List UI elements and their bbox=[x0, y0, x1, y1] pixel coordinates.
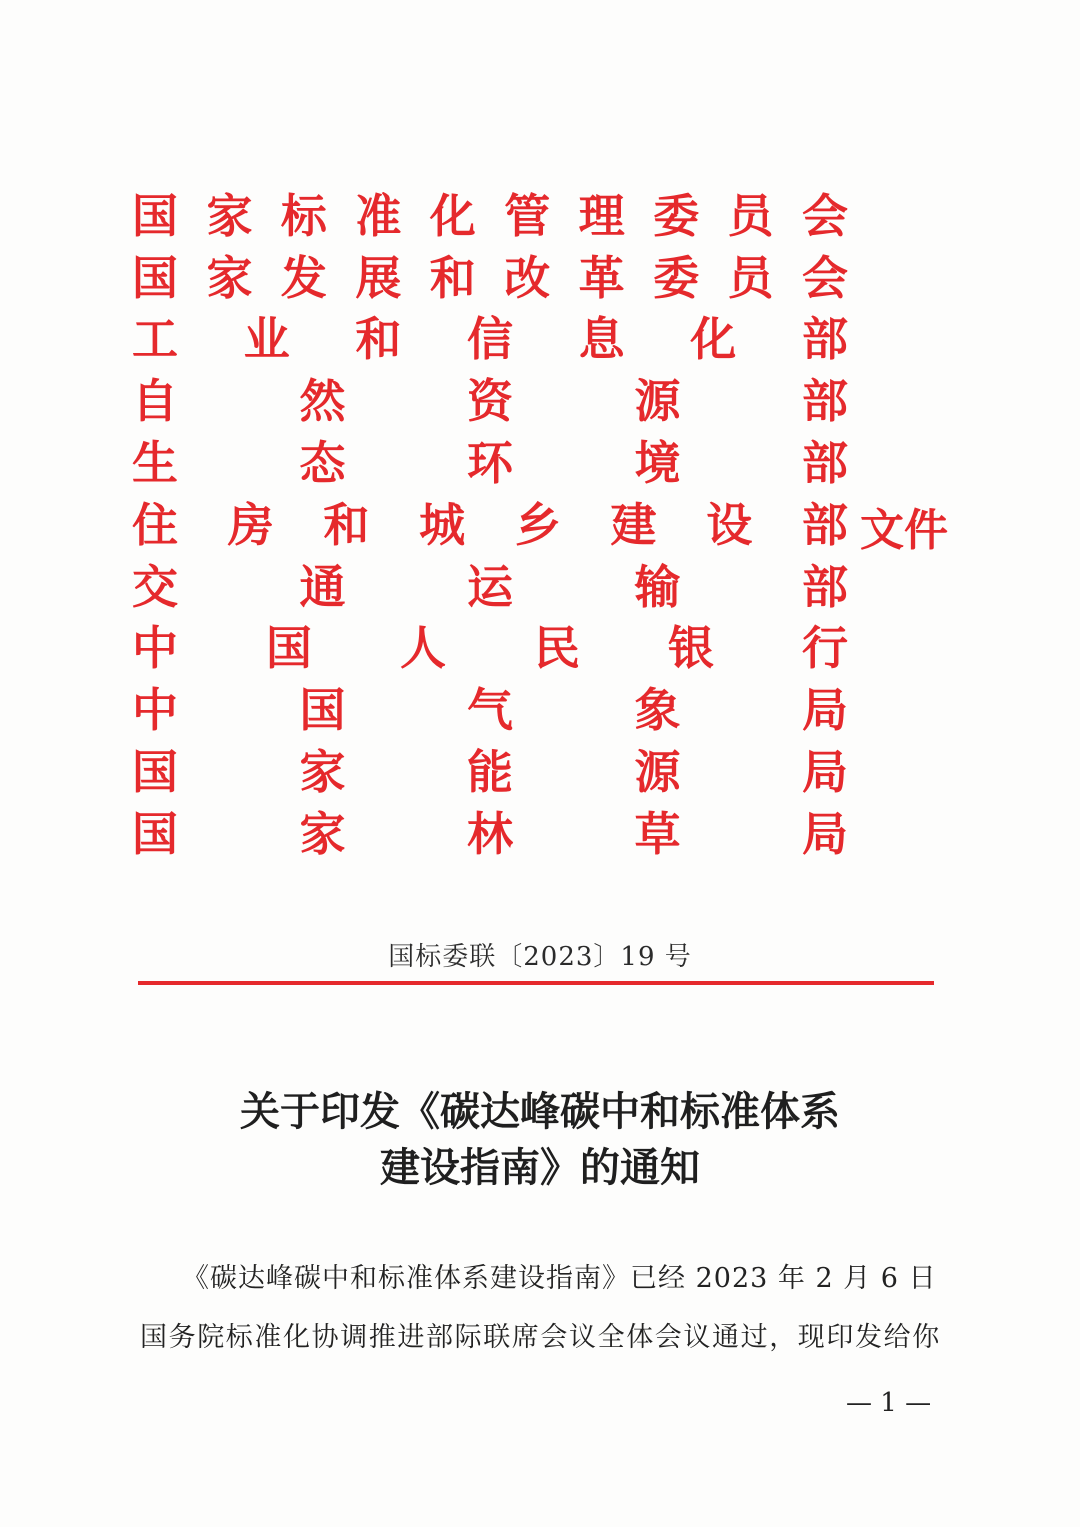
agency-name-char: 家 bbox=[299, 745, 346, 800]
agency-name-char: 理 bbox=[578, 188, 625, 243]
agency-name-char: 国 bbox=[299, 683, 346, 738]
agency-name-char: 会 bbox=[801, 188, 848, 243]
agency-name-char: 环 bbox=[467, 436, 513, 491]
agency-name-char: 国 bbox=[266, 621, 312, 676]
agency-name-char: 民 bbox=[534, 621, 580, 676]
agency-name-row bbox=[130, 370, 850, 432]
agency-name-row bbox=[130, 247, 850, 309]
agency-name-char: 和 bbox=[323, 497, 370, 552]
agency-name-char: 标 bbox=[280, 188, 327, 243]
agency-name-char: 国 bbox=[132, 745, 178, 800]
document-suffix: 文件 bbox=[860, 505, 948, 556]
agency-name-char: 人 bbox=[400, 621, 446, 676]
agency-name-char: 设 bbox=[706, 497, 753, 552]
agency-name-row bbox=[130, 679, 850, 741]
agency-name-row bbox=[130, 309, 850, 371]
agency-name-char: 建 bbox=[610, 497, 657, 552]
agency-name-char: 通 bbox=[299, 559, 346, 614]
agency-name-char: 会 bbox=[801, 250, 848, 305]
agency-name-char: 行 bbox=[802, 621, 848, 676]
document-number: 国标委联〔2023〕19 号 bbox=[388, 942, 692, 972]
agency-name-char: 委 bbox=[653, 250, 700, 305]
agency-name-char: 准 bbox=[355, 188, 402, 243]
agency-name-char: 草 bbox=[634, 806, 681, 861]
agency-name-char: 工 bbox=[132, 312, 178, 367]
agency-name-char: 和 bbox=[355, 312, 402, 367]
agency-name-char: 局 bbox=[802, 806, 848, 861]
agency-name-char: 林 bbox=[467, 806, 513, 861]
agency-name-row bbox=[130, 185, 850, 247]
agency-name-char: 态 bbox=[299, 436, 346, 491]
agency-name-char: 业 bbox=[243, 312, 290, 367]
agency-name-char: 管 bbox=[504, 188, 551, 243]
page-number: — 1 — bbox=[846, 1388, 932, 1418]
agency-name-char: 住 bbox=[132, 497, 178, 552]
agency-name-char: 信 bbox=[466, 312, 513, 367]
agency-name-char: 象 bbox=[634, 683, 681, 738]
body-text-line-1: 《碳达峰碳中和标准体系建设指南》已经 2023 年 2 月 6 日 bbox=[182, 1263, 937, 1294]
agency-name-char: 国 bbox=[132, 806, 178, 861]
agency-name-char: 中 bbox=[132, 621, 178, 676]
agency-name-char: 家 bbox=[206, 250, 253, 305]
agency-name-char: 部 bbox=[801, 497, 848, 552]
agency-name-char: 乡 bbox=[514, 497, 561, 552]
agency-name-char: 部 bbox=[802, 559, 848, 614]
agency-name-char: 自 bbox=[132, 374, 178, 429]
agency-name-char: 生 bbox=[132, 436, 178, 491]
notice-title-line-2: 建设指南》的通知 bbox=[380, 1144, 700, 1191]
agency-name-row bbox=[130, 803, 850, 865]
agency-name-char: 能 bbox=[467, 745, 513, 800]
agency-name-char: 资 bbox=[467, 374, 513, 429]
agency-name-char: 交 bbox=[132, 559, 178, 614]
agency-name-char: 国 bbox=[132, 188, 178, 243]
body-text-line-2: 国务院标准化协调推进部际联席会议全体会议通过，现印发给你 bbox=[140, 1322, 941, 1353]
agency-name-char: 运 bbox=[467, 559, 513, 614]
agency-name-char: 部 bbox=[802, 436, 848, 491]
agency-name-char: 委 bbox=[653, 188, 700, 243]
agency-name-char: 银 bbox=[668, 621, 714, 676]
agency-name-char: 员 bbox=[727, 250, 774, 305]
agency-name-row bbox=[130, 618, 850, 680]
agency-name-row bbox=[130, 494, 850, 556]
agency-name-char: 员 bbox=[727, 188, 774, 243]
agency-name-char: 息 bbox=[578, 312, 625, 367]
agency-name-char: 源 bbox=[634, 374, 681, 429]
agency-name-char: 化 bbox=[690, 312, 737, 367]
agency-name-char: 部 bbox=[801, 312, 848, 367]
agency-name-row bbox=[130, 556, 850, 618]
issuing-agencies-header bbox=[130, 185, 850, 865]
agency-name-char: 家 bbox=[206, 188, 253, 243]
agency-name-row bbox=[130, 432, 850, 494]
agency-name-char: 输 bbox=[634, 559, 681, 614]
agency-name-char: 局 bbox=[802, 745, 848, 800]
agency-name-char: 和 bbox=[429, 250, 476, 305]
agency-name-char: 城 bbox=[419, 497, 466, 552]
notice-title-line-1: 关于印发《碳达峰碳中和标准体系 bbox=[240, 1088, 840, 1135]
agency-name-char: 国 bbox=[132, 250, 178, 305]
agency-name-char: 境 bbox=[634, 436, 681, 491]
agency-name-char: 房 bbox=[227, 497, 274, 552]
agency-name-char: 部 bbox=[802, 374, 848, 429]
agency-name-char: 然 bbox=[299, 374, 346, 429]
agency-name-char: 展 bbox=[355, 250, 402, 305]
agency-name-char: 化 bbox=[429, 188, 476, 243]
agency-name-char: 源 bbox=[634, 745, 681, 800]
agency-name-char: 发 bbox=[280, 250, 327, 305]
agency-name-char: 局 bbox=[802, 683, 848, 738]
agency-name-char: 革 bbox=[578, 250, 625, 305]
agency-name-char: 中 bbox=[132, 683, 178, 738]
agency-name-char: 家 bbox=[299, 806, 346, 861]
red-divider-line bbox=[138, 981, 934, 985]
agency-name-char: 气 bbox=[467, 683, 513, 738]
agency-name-row bbox=[130, 741, 850, 803]
agency-name-char: 改 bbox=[504, 250, 551, 305]
